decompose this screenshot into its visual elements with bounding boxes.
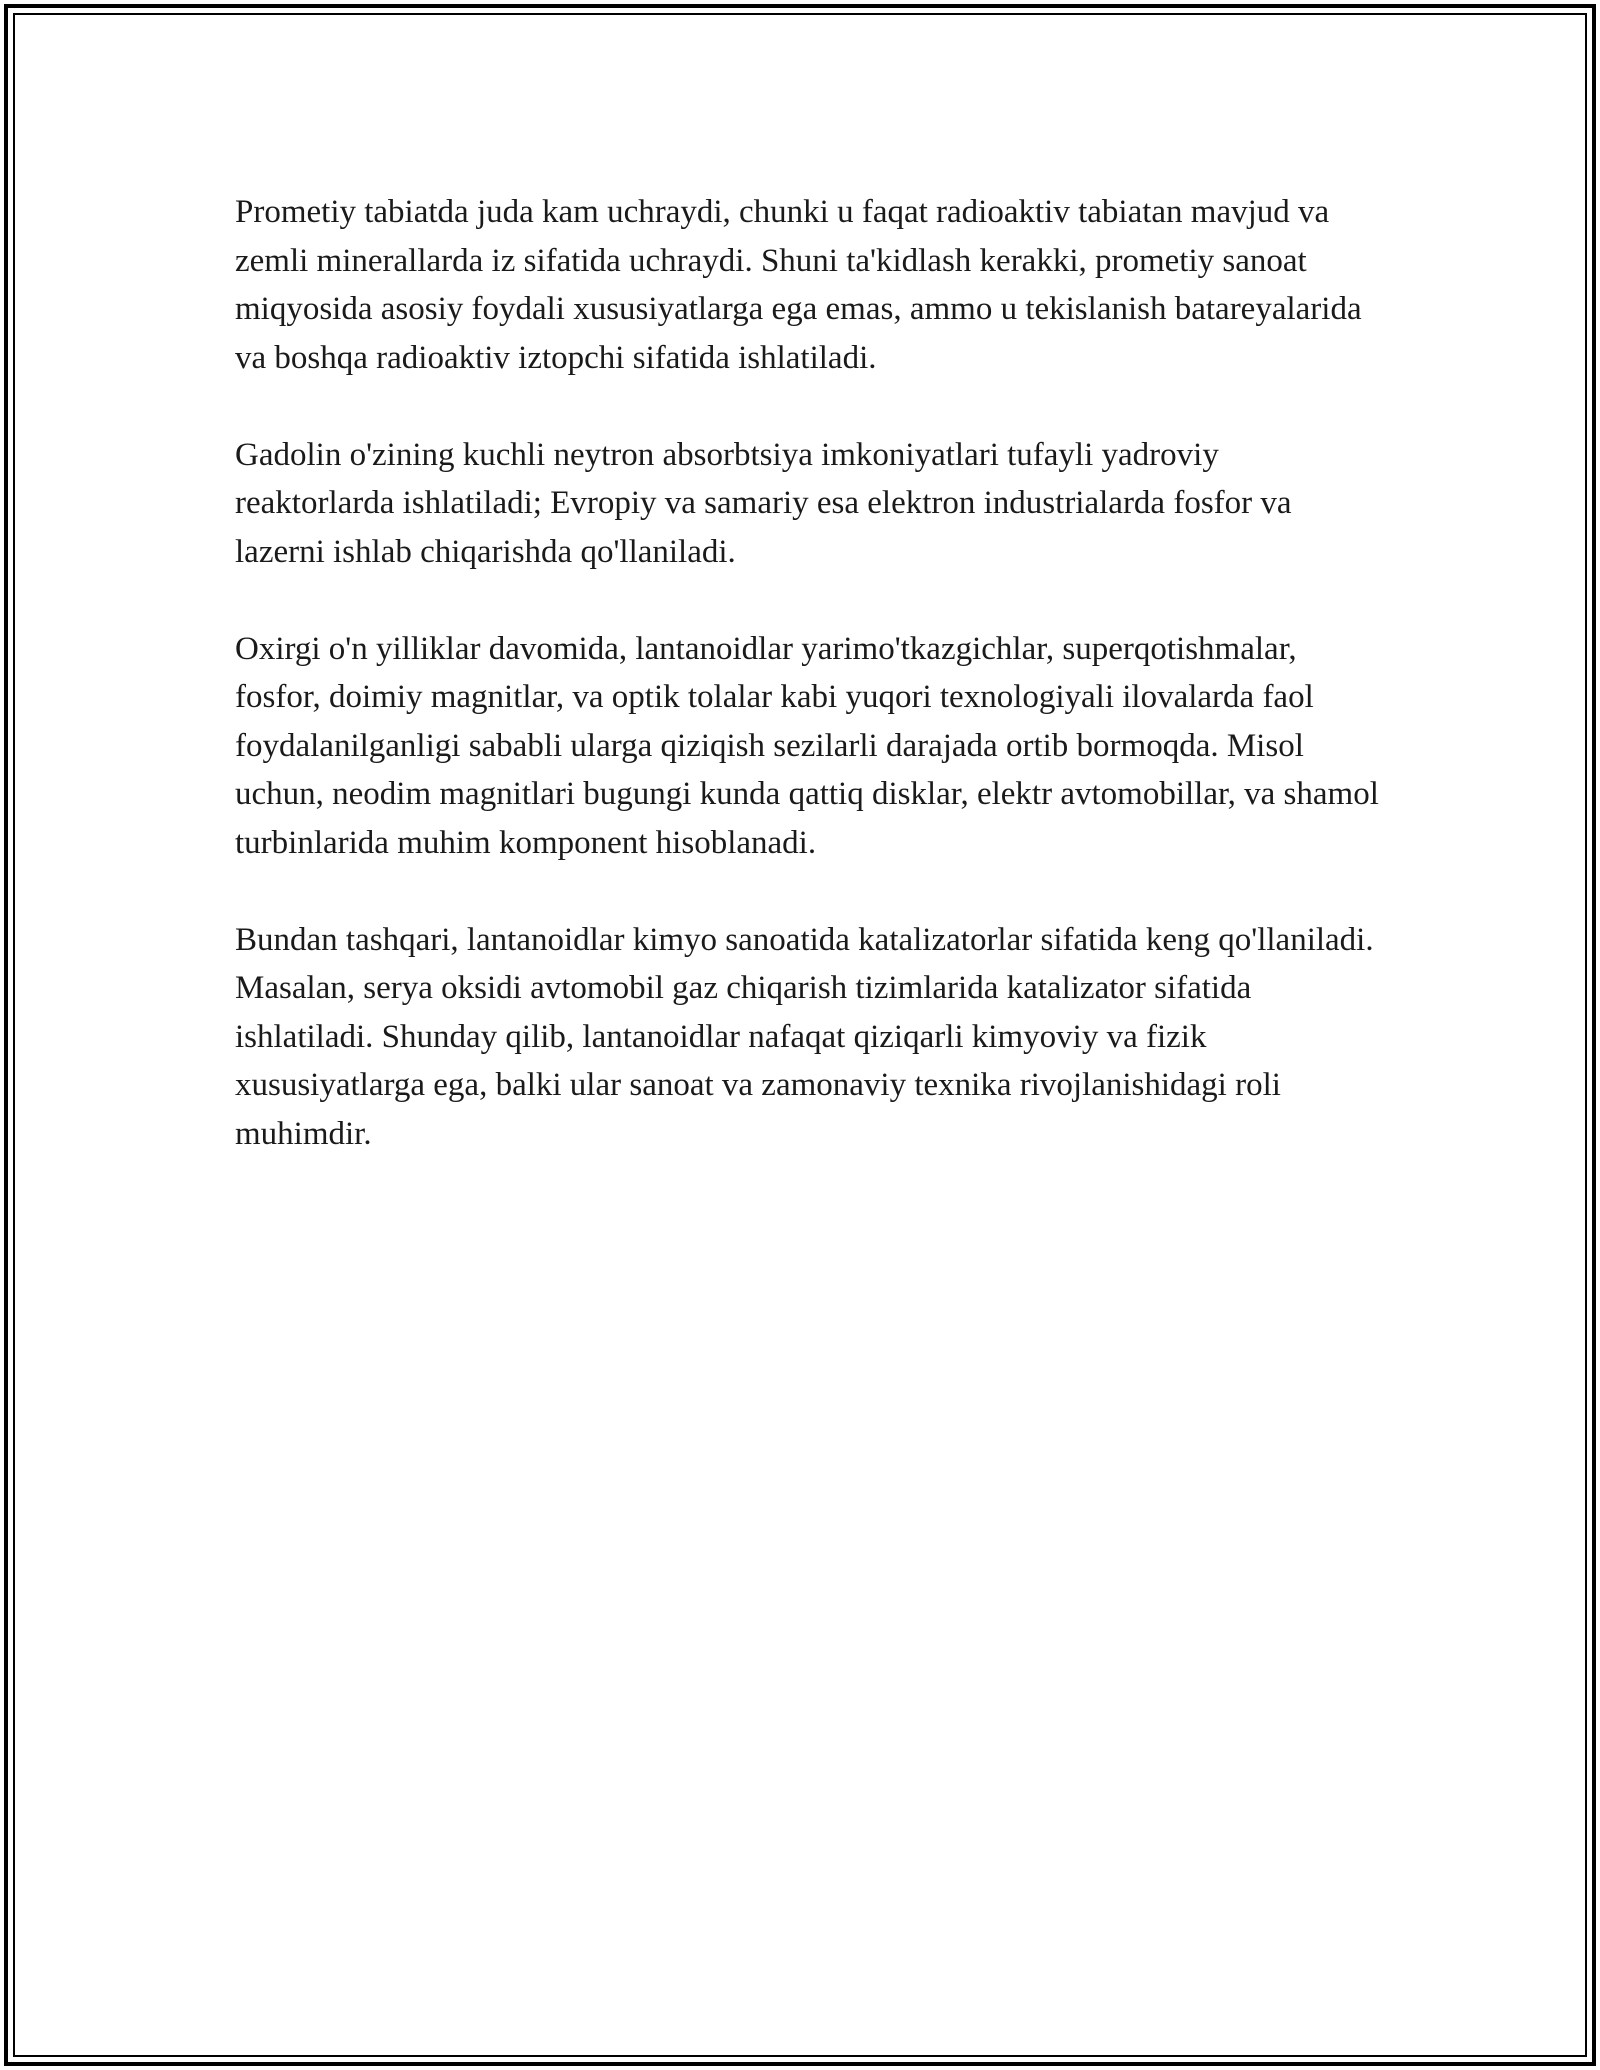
document-body (235, 188, 1385, 1207)
paragraph-gadolinium: Gadolin o'zining kuchli neytron absorbtsiya imkoniyatlari tufayli yadroviy reaktorlarda ishlatiladi; Evropiy va samariy esa elektron industrialarda fosfor va lazerni ishlab chiqarishda qo'llaniladi. (235, 436, 1292, 570)
paragraph-catalysts: Bundan tashqari, lantanoidlar kimyo sanoatida katalizatorlar sifatida keng qo'llaniladi. Masalan, serya oksidi avtomobil gaz chiqarish tizimlarida katalizator sifatida ishlatiladi. Shunday qilib, lantanoidlar nafaqat qiziqarli kimyoviy va fizik xususiyatlarga ega, balki ular sanoat va zamonaviy texnika rivojlanishidagi roli muhimdir. (235, 921, 1374, 1152)
paragraph-applications: Oxirgi o'n yilliklar davomida, lantanoidlar yarimo'tkazgichlar, superqotishmalar, fosfor, doimiy magnitlar, va optik tolalar kabi yuqori texnologiyali ilovalarda faol foydalanilganligi sababli ularga qiziqish sezilarli darajada ortib bormoqda. Misol uchun, neodim magnitlari bugungi kunda qattiq disklar, elektr avtomobillar, va shamol turbinlarida muhim komponent hisoblanadi. (235, 630, 1379, 861)
paragraph-promethium: Prometiy tabiatda juda kam uchraydi, chunki u faqat radioaktiv tabiatan mavjud va zemli minerallarda iz sifatida uchraydi. Shuni ta'kidlash kerakki, prometiy sanoat miqyosida asosiy foydali xususiyatlarga ega emas, ammo u tekislanish batareyalarida va boshqa radioaktiv iztopchi sifatida ishlatiladi. (235, 194, 1362, 376)
